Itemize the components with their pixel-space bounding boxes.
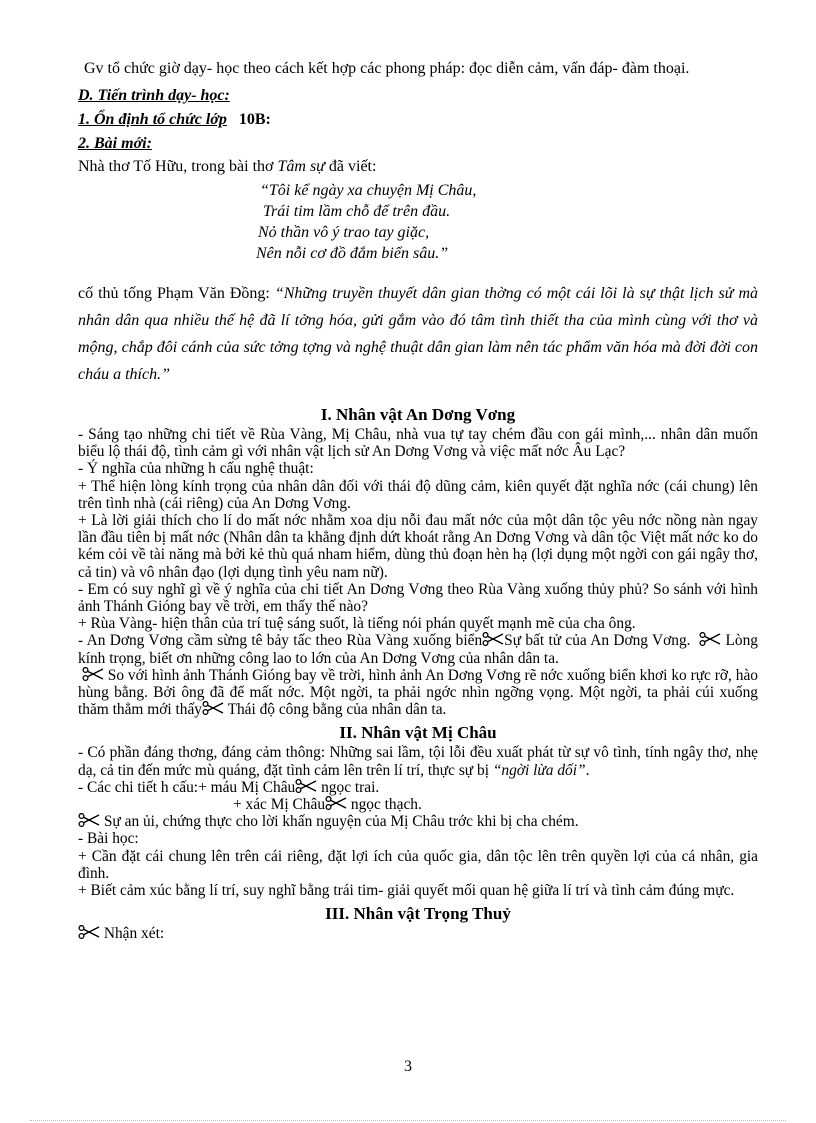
scissors-icon bbox=[78, 813, 100, 827]
s2-p2-text: - Các chi tiết h cấu:+ máu Mị Châu bbox=[78, 778, 296, 796]
s1-paragraph: - Sáng tạo những chi tiết về Rùa Vàng, Mị Châu, nhà vua tự tay chém đầu con gái mình,... nhân dân muốn biểu lộ thái độ, tình cảm gì với nhân vật lịch sử An Dơng Vơng và việc mất nớc Âu Lạc? bbox=[78, 426, 758, 461]
scissors-icon bbox=[295, 779, 317, 793]
s2-p3-text: + xác Mị Châu bbox=[233, 796, 326, 814]
page-footer-divider bbox=[30, 1120, 786, 1121]
scissors-icon bbox=[78, 925, 100, 939]
pham-van-dong-quote bbox=[78, 280, 758, 388]
s2-paragraph: + Biết cảm xúc bằng lí trí, suy nghĩ bằng trái tim- giải quyết mối quan hệ giữa lí trí và tình cảm đúng mực. bbox=[78, 882, 735, 900]
quote-text: “Những truyền thuyết dân gian thờng có một cái lõi là sự thật lịch sử mà nhân dân qua nhiều thế hệ đã lí tởng hóa, gửi gắm vào đó tâm tình thiết tha của mình cùng với thơ và mộng, chắp đôi cánh của sức tởng tợng và nghệ thuật dân gian làm nên tác phẩm văn hóa mà đời đời con cháu a thích.” bbox=[78, 285, 758, 383]
s1-p7-text: - An Dơng Vơng cầm sừng tê bảy tấc theo Rùa Vàng xuống biển bbox=[78, 632, 483, 650]
s2-paragraph bbox=[78, 813, 758, 830]
s1-paragraph: + Thể hiện lòng kính trọng của nhân dân đối với thái độ dũng cảm, kiên quyết đặt nghĩa nớc (cái chung) lên trên tình nhà (cái riêng) của An Dơng Vơng. bbox=[78, 477, 758, 512]
s1-paragraph: - Em có suy nghĩ gì về ý nghĩa của chi tiết An Dơng Vơng theo Rùa Vàng xuống thủy phủ? So sánh với hình ảnh Thánh Gióng bay về trời, em thấy thế nào? bbox=[78, 580, 758, 616]
s2-p1-text: - Có phần đáng thơng, đáng cảm thông: Những sai lầm, tội lỗi đều xuất phát từ sự vô tình, tính ngây thơ, nhẹ dạ, cả tin đến mức mù quáng, đặt tình cảm lên trên lí trí, thực sự bị bbox=[78, 744, 758, 779]
step1-label: 1. Ổn định tổ chức lớp bbox=[78, 111, 227, 128]
s2-paragraph: - Có phần đáng thơng, đáng cảm thông: Những sai lầm, tội lỗi đều xuất phát từ sự vô tình, tính ngây thơ, nhẹ dạ, cả tin đến mức mù quáng, đặt tình cảm lên trên lí trí, thực sự bị “ngời lừa dối”. bbox=[78, 744, 758, 779]
s1-p7-result: Sự bất tử của An Dơng Vơng. bbox=[504, 632, 691, 650]
s1-paragraph bbox=[78, 632, 758, 666]
poem-intro-prefix: Nhà thơ Tố Hữu, trong bài thơ bbox=[78, 158, 278, 175]
poem-line: Trái tim lầm chỗ để trên đầu. bbox=[263, 203, 451, 220]
s1-p8-text: So với hình ảnh Thánh Gióng bay về trời, hình ảnh An Dơng Vơng rẽ nớc xuống biển khơi ko rực rỡ, hào hùng bằng. Bởi ông đã để mất nớc. Một ngời, ta phải ngớc nhìn ngỡng vọng. Một ngời, ta phải cúi xuống thăm thẳm mới thấy bbox=[78, 666, 758, 719]
step1-class: 10B: bbox=[238, 111, 271, 128]
step1-heading bbox=[78, 108, 758, 132]
s1-paragraph: + Là lời giải thích cho lí do mất nớc nhằm xoa dịu nỗi đau mất nớc của một dân tộc yêu nớc nồng nàn ngay lần đầu tiên bị mất nớc (Nhân dân ta khẳng định dứt khoát rằng An Dơng Vơng và dân tộc Việt mất nớc ko do kém cỏi về tài năng mà bởi kẻ thù quá nham hiểm, dùng thủ đoạn hèn hạ (lợi dụng một ngời con gái ngây thơ, cả tin) và vô nhân đạo (lợi dụng tình yêu nam nữ). bbox=[78, 512, 758, 581]
s2-p2-result: ngọc trai. bbox=[321, 778, 380, 796]
s2-paragraph: + Cần đặt cái chung lên trên cái riêng, đặt lợi ích của quốc gia, dân tộc lên trên quyền lợi của cá nhân, gia đình. bbox=[78, 847, 758, 882]
section-d-heading: D. Tiến trình dạy- học: bbox=[78, 87, 230, 104]
scissors-icon bbox=[482, 632, 504, 646]
step2-heading: 2. Bài mới: bbox=[78, 135, 152, 152]
s2-paragraph bbox=[78, 779, 758, 796]
intro-paragraph: Gv tổ chức giờ dạy- học theo cách kết hợp các phong pháp: đọc diễn cảm, vấn đáp- đàm thoại. bbox=[84, 60, 690, 77]
scissors-icon bbox=[82, 667, 104, 681]
s1-paragraph: - Ý nghĩa của những h cấu nghệ thuật: bbox=[78, 460, 314, 478]
section2-title: II. Nhân vật Mị Châu bbox=[339, 723, 497, 743]
page-number: 3 bbox=[404, 1058, 412, 1075]
poem-line: “Tôi kể ngày xa chuyện Mị Châu, bbox=[260, 182, 477, 199]
scissors-icon bbox=[202, 701, 224, 715]
poem-intro-suffix: đã viết: bbox=[324, 158, 377, 175]
s1-p7-conclusion: Lòng kính trọng, biết ơn những công lao to lớn của An Dơng Vơng của nhân dân ta. bbox=[78, 632, 758, 667]
quote-prefix: cố thủ tống Phạm Văn Đồng: bbox=[78, 285, 275, 302]
poem-line: Nỏ thần vô ý trao tay giặc, bbox=[258, 224, 430, 241]
scissors-icon bbox=[699, 632, 721, 646]
s2-paragraph: - Bài học: bbox=[78, 830, 139, 848]
s2-p3-result: ngọc thạch. bbox=[350, 796, 422, 814]
poem-block bbox=[256, 180, 758, 264]
s2-paragraph bbox=[78, 796, 758, 813]
s3-paragraph bbox=[78, 925, 758, 942]
s1-p8-result: Thái độ công bằng của nhân dân ta. bbox=[227, 701, 447, 719]
document-page bbox=[78, 58, 758, 942]
s1-paragraph: + Rùa Vàng- hiện thân của trí tuệ sáng suốt, là tiếng nói phán quyết mạnh mẽ của cha ông. bbox=[78, 615, 636, 633]
poem-title: Tâm sự bbox=[277, 158, 325, 175]
section1-title: I. Nhân vật An Dơng Vơng bbox=[320, 405, 516, 424]
s2-p4-text: Sự an ủi, chứng thực cho lời khấn nguyện của Mị Châu trớc khi bị cha chém. bbox=[103, 813, 579, 831]
scissors-icon bbox=[325, 796, 347, 810]
s3-p1-text: Nhận xét: bbox=[103, 925, 165, 943]
section3-title: III. Nhân vật Trọng Thuỷ bbox=[325, 904, 511, 924]
poem-intro bbox=[78, 156, 758, 178]
s2-p1-quote: “ngời lừa dối” bbox=[492, 761, 586, 779]
s1-paragraph bbox=[78, 667, 758, 719]
poem-line: Nên nỗi cơ đồ đắm biển sâu.” bbox=[256, 245, 449, 262]
